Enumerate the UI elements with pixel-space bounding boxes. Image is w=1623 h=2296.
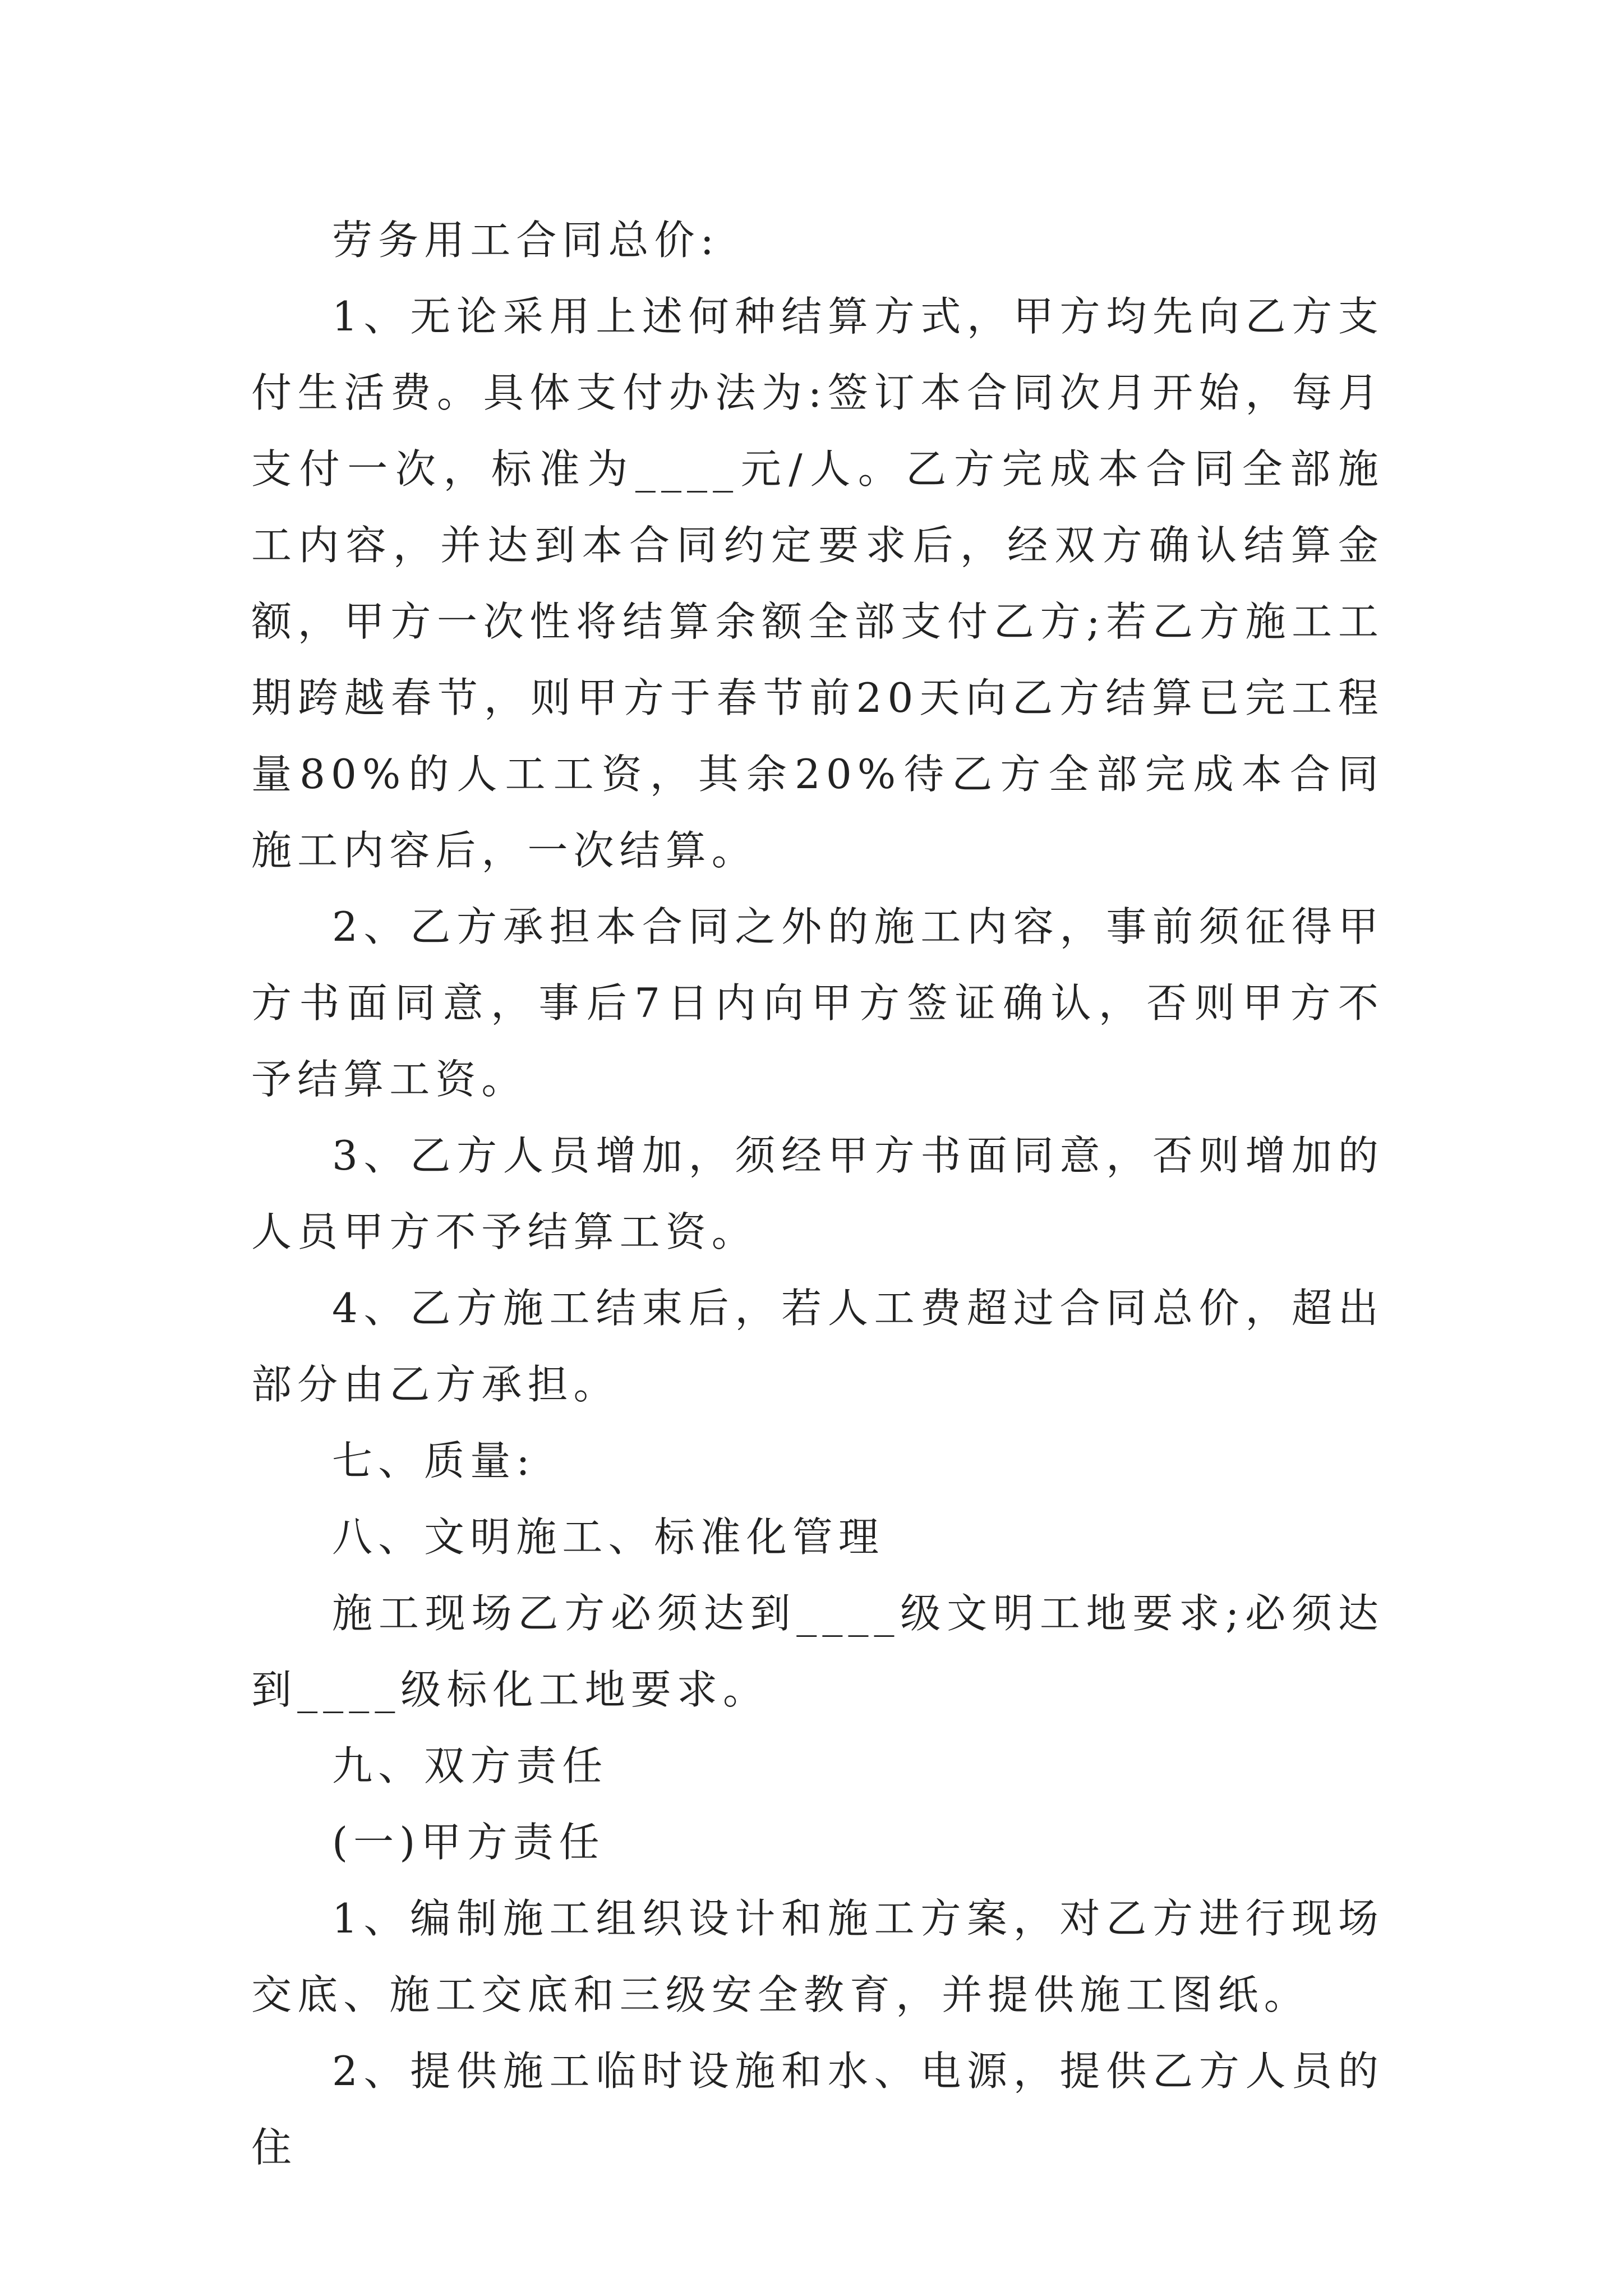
paragraph-party-a-item-1: 1、编制施工组织设计和施工方案，对乙方进行现场交底、施工交底和三级安全教育，并提供施工图纸。 [251, 1895, 1384, 2018]
paragraph-site-requirements: 施工现场乙方必须达到____级文明工地要求;必须达到____级标化工地要求。 [251, 1590, 1384, 1713]
paragraph-clause-1-payment: 1、无论采用上述何种结算方式，甲方均先向乙方支付生活费。具体支付办法为:签订本合同次月开始，每月支付一次，标准为____元/人。乙方完成本合同全部施工内容，并达到本合同约定要求后，经双方确认结算金额，甲方一次性将结算余额全部支付乙方;若乙方施工工期跨越春节，则甲方于春节前20天向乙方结算已完工程量80%的人工工资，其余20%待乙方全部完成本合同施工内容后，一次结算。 [251, 293, 1384, 874]
section-heading-civilized-construction: 八、文明施工、标准化管理 [332, 1513, 884, 1561]
paragraph-clause-4-overrun: 4、乙方施工结束后，若人工费超过合同总价，超出部分由乙方承担。 [251, 1285, 1384, 1408]
paragraph-clause-2-extra-work: 2、乙方承担本合同之外的施工内容，事前须征得甲方书面同意，事后7日内向甲方签证确认，否则甲方不予结算工资。 [251, 903, 1384, 1103]
paragraph-contract-total: 劳务用工合同总价: [332, 217, 720, 264]
subheading-party-a-responsibilities: (一)甲方责任 [332, 1819, 605, 1866]
section-heading-responsibilities: 九、双方责任 [332, 1742, 608, 1789]
paragraph-party-a-item-2: 2、提供施工临时设施和水、电源，提供乙方人员的住 [251, 2047, 1384, 2171]
paragraph-clause-3-staff-increase: 3、乙方人员增加，须经甲方书面同意，否则增加的人员甲方不予结算工资。 [251, 1132, 1384, 1255]
document-body [251, 202, 1384, 2185]
section-heading-quality: 七、质量: [332, 1437, 536, 1484]
